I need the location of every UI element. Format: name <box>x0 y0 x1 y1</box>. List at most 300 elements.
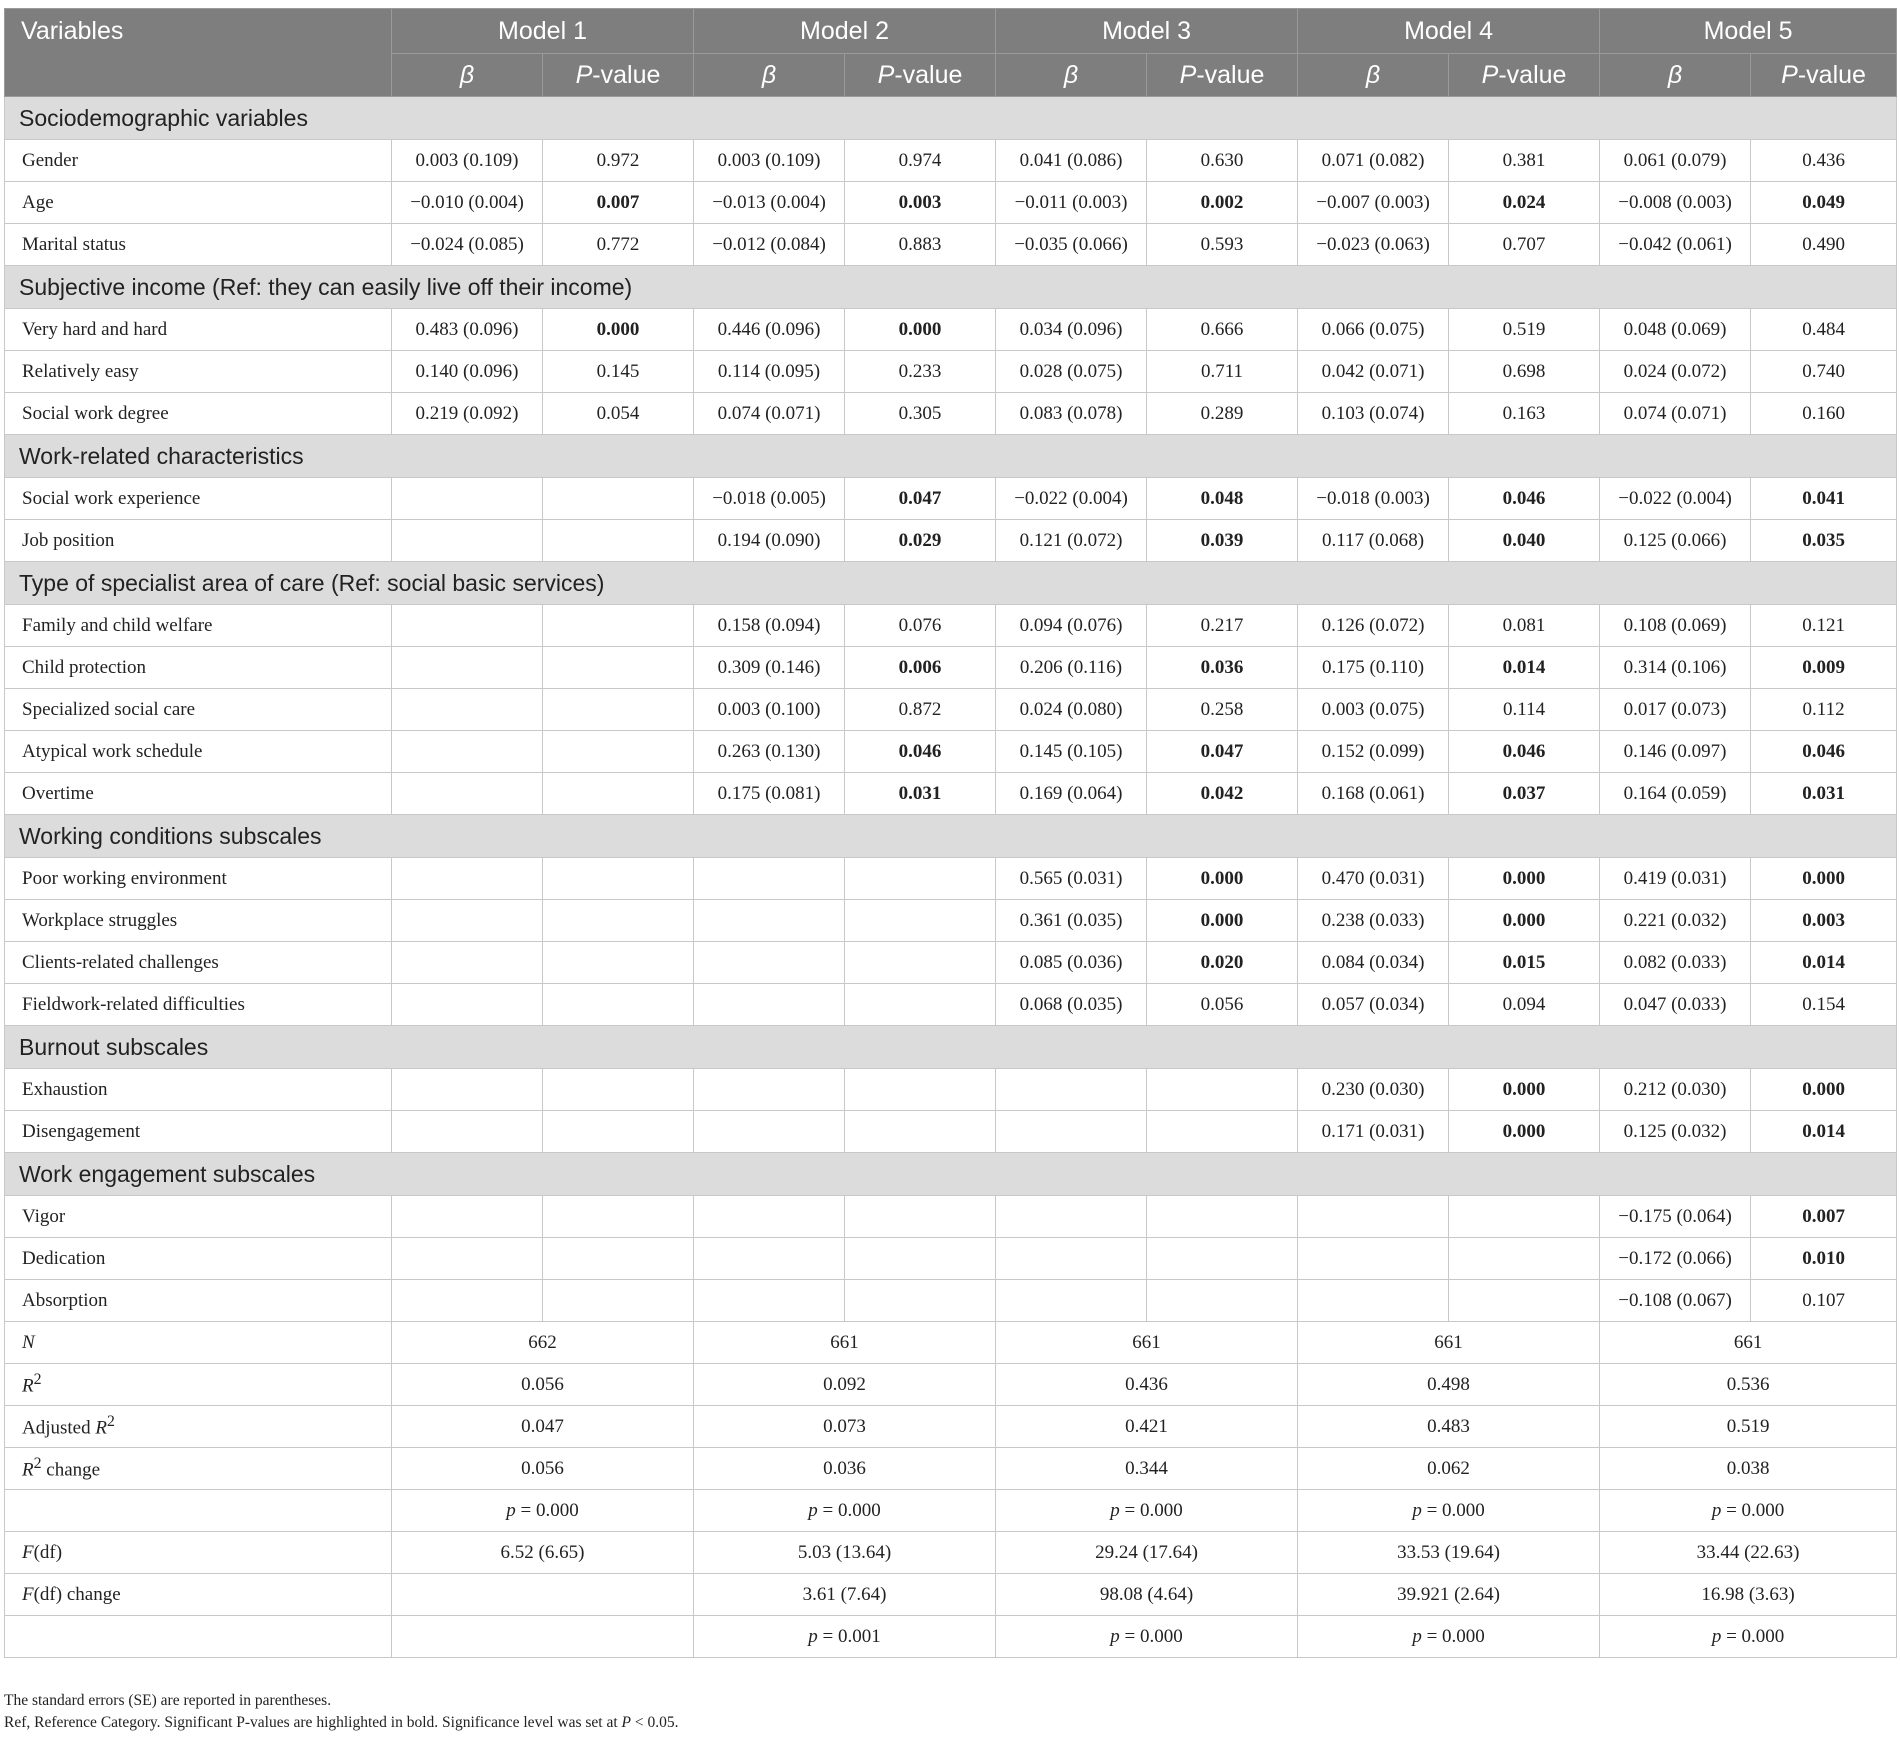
variable-label: Very hard and hard <box>5 309 392 351</box>
beta-cell <box>392 858 543 900</box>
beta-cell: −0.042 (0.061) <box>1600 224 1751 266</box>
beta-cell: 0.041 (0.086) <box>996 140 1147 182</box>
p-equals: = 0.001 <box>817 1625 881 1647</box>
stat-value <box>392 1490 694 1532</box>
p-value-cell: 0.740 <box>1751 351 1897 393</box>
p-symbol: p <box>506 1499 516 1521</box>
table-row <box>5 605 1897 647</box>
p-value-cell <box>543 984 694 1026</box>
beta-cell: 0.164 (0.059) <box>1600 773 1751 815</box>
p-value-cell <box>543 1238 694 1280</box>
p-value-cell: 0.872 <box>845 689 996 731</box>
p-symbol: P <box>1179 60 1197 89</box>
p-symbol: P <box>877 60 895 89</box>
beta-cell <box>694 900 845 942</box>
p-value-cell: 0.037 <box>1449 773 1600 815</box>
stat-value <box>996 1616 1298 1658</box>
section-title: Sociodemographic variables <box>5 97 1897 140</box>
beta-cell: 0.206 (0.116) <box>996 647 1147 689</box>
stat-value <box>1600 1616 1897 1658</box>
beta-cell: 0.171 (0.031) <box>1298 1111 1449 1153</box>
beta-cell: 0.103 (0.074) <box>1298 393 1449 435</box>
beta-cell <box>996 1280 1147 1322</box>
table-row <box>5 900 1897 942</box>
p-value-cell: 0.107 <box>1751 1280 1897 1322</box>
p-value-cell <box>1449 1196 1600 1238</box>
variable-label: Poor working environment <box>5 858 392 900</box>
p-equals: = 0.000 <box>1421 1499 1485 1521</box>
beta-cell: 0.168 (0.061) <box>1298 773 1449 815</box>
beta-cell <box>694 1069 845 1111</box>
beta-cell <box>996 1196 1147 1238</box>
variable-label: Fieldwork-related difficulties <box>5 984 392 1026</box>
beta-cell: 0.152 (0.099) <box>1298 731 1449 773</box>
p-value-cell: 0.145 <box>543 351 694 393</box>
p-value-cell <box>543 1196 694 1238</box>
beta-cell: 0.068 (0.035) <box>996 984 1147 1026</box>
beta-cell: −0.172 (0.066) <box>1600 1238 1751 1280</box>
beta-cell: −0.022 (0.004) <box>1600 478 1751 520</box>
p-value-cell: 0.698 <box>1449 351 1600 393</box>
stat-value: 0.421 <box>996 1406 1298 1448</box>
stat-value: 661 <box>1298 1322 1600 1364</box>
p-value-cell: 0.163 <box>1449 393 1600 435</box>
p-value-cell: 0.436 <box>1751 140 1897 182</box>
beta-cell: 0.066 (0.075) <box>1298 309 1449 351</box>
p-value-cell <box>543 731 694 773</box>
beta-cell: 0.483 (0.096) <box>392 309 543 351</box>
beta-cell: −0.018 (0.005) <box>694 478 845 520</box>
p-value-cell <box>543 520 694 562</box>
section-title: Subjective income (Ref: they can easily live off their income) <box>5 266 1897 309</box>
p-value-suffix: -value <box>894 60 963 89</box>
p-value-cell <box>543 605 694 647</box>
section-title: Work-related characteristics <box>5 435 1897 478</box>
p-value-cell: 0.046 <box>845 731 996 773</box>
stat-value <box>1298 1490 1600 1532</box>
beta-cell <box>392 689 543 731</box>
beta-cell: 0.003 (0.075) <box>1298 689 1449 731</box>
table-notes <box>4 1690 678 1734</box>
p-value-cell: 0.048 <box>1147 478 1298 520</box>
beta-header: β <box>694 54 845 97</box>
stat-label <box>5 1490 392 1532</box>
beta-cell: 0.003 (0.109) <box>392 140 543 182</box>
p-value-cell: 0.003 <box>1751 900 1897 942</box>
p-value-header <box>845 54 996 97</box>
p-value-cell <box>543 1069 694 1111</box>
stats-row <box>5 1322 1897 1364</box>
p-value-cell: 0.094 <box>1449 984 1600 1026</box>
p-value-cell: 0.046 <box>1751 731 1897 773</box>
stat-label: Adjusted $R^2$ <box>5 1406 392 1448</box>
beta-cell: 0.034 (0.096) <box>996 309 1147 351</box>
p-value-cell: 0.000 <box>1449 858 1600 900</box>
beta-cell: 0.221 (0.032) <box>1600 900 1751 942</box>
section-title: Working conditions subscales <box>5 815 1897 858</box>
beta-cell: 0.048 (0.069) <box>1600 309 1751 351</box>
p-value-cell <box>543 773 694 815</box>
table-row <box>5 942 1897 984</box>
p-value-cell <box>1449 1238 1600 1280</box>
beta-cell: 0.219 (0.092) <box>392 393 543 435</box>
p-value-cell: 0.519 <box>1449 309 1600 351</box>
section-title: Work engagement subscales <box>5 1153 1897 1196</box>
p-value-cell: 0.593 <box>1147 224 1298 266</box>
beta-cell: 0.083 (0.078) <box>996 393 1147 435</box>
p-symbol: P <box>1481 60 1499 89</box>
stat-value: 33.53 (19.64) <box>1298 1532 1600 1574</box>
p-value-cell: 0.035 <box>1751 520 1897 562</box>
stat-value: 0.519 <box>1600 1406 1897 1448</box>
beta-cell: 0.114 (0.095) <box>694 351 845 393</box>
stat-value: 0.536 <box>1600 1364 1897 1406</box>
model-5-header: Model 5 <box>1600 9 1897 54</box>
beta-cell <box>996 1111 1147 1153</box>
p-value-cell: 0.014 <box>1449 647 1600 689</box>
beta-cell: 0.057 (0.034) <box>1298 984 1449 1026</box>
p-equals: = 0.000 <box>1119 1499 1183 1521</box>
stat-value: 16.98 (3.63) <box>1600 1574 1897 1616</box>
table-row <box>5 140 1897 182</box>
section-header-row <box>5 266 1897 309</box>
stat-value <box>392 1616 694 1658</box>
table-row <box>5 1069 1897 1111</box>
p-value-cell: 0.015 <box>1449 942 1600 984</box>
beta-cell: 0.419 (0.031) <box>1600 858 1751 900</box>
beta-cell: −0.012 (0.084) <box>694 224 845 266</box>
p-symbol: P <box>1781 60 1798 89</box>
stat-value: 662 <box>392 1322 694 1364</box>
p-value-cell: 0.041 <box>1751 478 1897 520</box>
beta-cell <box>392 1238 543 1280</box>
stats-row <box>5 1490 1897 1532</box>
p-value-cell: 0.121 <box>1751 605 1897 647</box>
stat-value: 5.03 (13.64) <box>694 1532 996 1574</box>
p-value-cell: 0.772 <box>543 224 694 266</box>
p-value-cell: 0.054 <box>543 393 694 435</box>
p-value-cell <box>1147 1196 1298 1238</box>
beta-cell: 0.446 (0.096) <box>694 309 845 351</box>
table-row <box>5 478 1897 520</box>
beta-cell: 0.042 (0.071) <box>1298 351 1449 393</box>
stat-value: 0.036 <box>694 1448 996 1490</box>
variable-label: Job position <box>5 520 392 562</box>
p-value-cell: 0.081 <box>1449 605 1600 647</box>
variable-label: Relatively easy <box>5 351 392 393</box>
variable-label: Specialized social care <box>5 689 392 731</box>
p-symbol: p <box>808 1499 818 1521</box>
p-equals: = 0.000 <box>817 1499 881 1521</box>
p-symbol: p <box>1110 1499 1120 1521</box>
beta-cell <box>694 942 845 984</box>
section-header-row <box>5 97 1897 140</box>
variable-label: Marital status <box>5 224 392 266</box>
p-value-cell: 0.000 <box>1449 1069 1600 1111</box>
stat-value <box>694 1490 996 1532</box>
stat-value: 0.038 <box>1600 1448 1897 1490</box>
beta-cell: −0.175 (0.064) <box>1600 1196 1751 1238</box>
beta-cell: 0.061 (0.079) <box>1600 140 1751 182</box>
stat-label: $R^2$ change <box>5 1448 392 1490</box>
regression-table <box>4 8 1897 1658</box>
p-value-cell <box>845 984 996 1026</box>
stats-row <box>5 1616 1897 1658</box>
beta-cell <box>996 1238 1147 1280</box>
p-value-cell: 0.046 <box>1449 478 1600 520</box>
p-value-cell: 0.000 <box>1449 900 1600 942</box>
beta-cell <box>392 900 543 942</box>
variable-label: Dedication <box>5 1238 392 1280</box>
stat-value: 0.073 <box>694 1406 996 1448</box>
variable-label: Workplace struggles <box>5 900 392 942</box>
stat-value: 0.344 <box>996 1448 1298 1490</box>
beta-header: β <box>1600 54 1751 97</box>
p-equals: = 0.000 <box>1421 1625 1485 1647</box>
table-row <box>5 1196 1897 1238</box>
p-value-cell: 0.289 <box>1147 393 1298 435</box>
beta-cell: −0.010 (0.004) <box>392 182 543 224</box>
beta-cell: 0.028 (0.075) <box>996 351 1147 393</box>
table-row <box>5 731 1897 773</box>
p-value-cell: 0.000 <box>1147 858 1298 900</box>
p-symbol: p <box>808 1625 818 1647</box>
p-value-cell: 0.049 <box>1751 182 1897 224</box>
p-value-cell: 0.490 <box>1751 224 1897 266</box>
model-4-header: Model 4 <box>1298 9 1600 54</box>
beta-cell: 0.145 (0.105) <box>996 731 1147 773</box>
p-value-cell: 0.114 <box>1449 689 1600 731</box>
beta-cell: −0.011 (0.003) <box>996 182 1147 224</box>
model-2-header: Model 2 <box>694 9 996 54</box>
beta-cell <box>392 647 543 689</box>
beta-cell <box>392 1111 543 1153</box>
p-value-cell: 0.972 <box>543 140 694 182</box>
table-row <box>5 689 1897 731</box>
p-value-cell: 0.000 <box>1449 1111 1600 1153</box>
beta-cell: 0.175 (0.081) <box>694 773 845 815</box>
table-row <box>5 351 1897 393</box>
beta-header: β <box>392 54 543 97</box>
table-row <box>5 984 1897 1026</box>
variable-label: Family and child welfare <box>5 605 392 647</box>
beta-cell: 0.125 (0.066) <box>1600 520 1751 562</box>
p-value-cell <box>543 942 694 984</box>
stat-value: 39.921 (2.64) <box>1298 1574 1600 1616</box>
beta-cell <box>694 1111 845 1153</box>
stat-value: 0.056 <box>392 1448 694 1490</box>
p-value-cell: 0.002 <box>1147 182 1298 224</box>
beta-cell: 0.094 (0.076) <box>996 605 1147 647</box>
p-value-cell: 0.258 <box>1147 689 1298 731</box>
stat-value: 6.52 (6.65) <box>392 1532 694 1574</box>
beta-cell: −0.022 (0.004) <box>996 478 1147 520</box>
stat-label: F(df) <box>5 1532 392 1574</box>
beta-cell: 0.565 (0.031) <box>996 858 1147 900</box>
p-symbol: p <box>1412 1625 1422 1647</box>
table-row <box>5 1280 1897 1322</box>
table-row <box>5 309 1897 351</box>
stat-value: 98.08 (4.64) <box>996 1574 1298 1616</box>
p-value-cell <box>543 1280 694 1322</box>
section-header-row <box>5 1153 1897 1196</box>
p-value-cell: 0.883 <box>845 224 996 266</box>
note-standard-errors: The standard errors (SE) are reported in parentheses. <box>4 1692 332 1709</box>
p-equals: = 0.000 <box>1721 1625 1785 1647</box>
beta-cell <box>392 1069 543 1111</box>
table-body <box>5 97 1897 1658</box>
beta-cell <box>694 984 845 1026</box>
p-value-cell: 0.031 <box>1751 773 1897 815</box>
p-value-cell: 0.024 <box>1449 182 1600 224</box>
beta-cell <box>392 520 543 562</box>
beta-cell: 0.263 (0.130) <box>694 731 845 773</box>
p-value-cell: 0.630 <box>1147 140 1298 182</box>
p-value-cell: 0.009 <box>1751 647 1897 689</box>
stat-value <box>1298 1616 1600 1658</box>
p-equals: = 0.000 <box>1119 1625 1183 1647</box>
beta-cell: 0.309 (0.146) <box>694 647 845 689</box>
p-value-cell: 0.003 <box>845 182 996 224</box>
beta-cell <box>694 858 845 900</box>
p-value-cell: 0.047 <box>845 478 996 520</box>
p-value-cell <box>845 858 996 900</box>
p-value-cell: 0.305 <box>845 393 996 435</box>
p-value-cell <box>845 1196 996 1238</box>
p-value-cell: 0.160 <box>1751 393 1897 435</box>
p-value-cell: 0.666 <box>1147 309 1298 351</box>
beta-cell: 0.024 (0.080) <box>996 689 1147 731</box>
stats-row <box>5 1574 1897 1616</box>
p-value-cell: 0.046 <box>1449 731 1600 773</box>
section-title: Type of specialist area of care (Ref: social basic services) <box>5 562 1897 605</box>
beta-cell <box>694 1280 845 1322</box>
beta-cell <box>392 1280 543 1322</box>
p-value-cell <box>543 900 694 942</box>
stat-value: 661 <box>694 1322 996 1364</box>
beta-cell <box>1298 1280 1449 1322</box>
p-equals: = 0.000 <box>515 1499 579 1521</box>
beta-header: β <box>1298 54 1449 97</box>
stat-label <box>5 1616 392 1658</box>
beta-cell <box>392 1196 543 1238</box>
p-value-cell: 0.154 <box>1751 984 1897 1026</box>
note-threshold: < 0.05. <box>630 1714 679 1731</box>
beta-cell <box>392 984 543 1026</box>
variable-label: Absorption <box>5 1280 392 1322</box>
p-value-cell <box>1449 1280 1600 1322</box>
p-value-cell: 0.233 <box>845 351 996 393</box>
p-value-cell <box>845 942 996 984</box>
p-value-cell: 0.076 <box>845 605 996 647</box>
stat-label: N <box>5 1322 392 1364</box>
table-row <box>5 773 1897 815</box>
section-header-row <box>5 562 1897 605</box>
p-value-suffix: -value <box>1196 60 1265 89</box>
p-value-cell: 0.036 <box>1147 647 1298 689</box>
beta-cell: 0.074 (0.071) <box>694 393 845 435</box>
stats-row <box>5 1532 1897 1574</box>
p-value-cell <box>845 1069 996 1111</box>
variables-header: Variables <box>5 9 392 97</box>
table-row <box>5 224 1897 266</box>
beta-cell: −0.018 (0.003) <box>1298 478 1449 520</box>
p-value-cell <box>1147 1238 1298 1280</box>
section-header-row <box>5 435 1897 478</box>
variable-label: Age <box>5 182 392 224</box>
beta-cell: 0.108 (0.069) <box>1600 605 1751 647</box>
stat-value: 661 <box>996 1322 1298 1364</box>
beta-cell: 0.003 (0.109) <box>694 140 845 182</box>
variable-label: Child protection <box>5 647 392 689</box>
beta-cell: 0.003 (0.100) <box>694 689 845 731</box>
stat-value <box>1600 1490 1897 1532</box>
beta-cell: 0.047 (0.033) <box>1600 984 1751 1026</box>
p-value-cell <box>1147 1111 1298 1153</box>
beta-cell: 0.158 (0.094) <box>694 605 845 647</box>
beta-cell: 0.082 (0.033) <box>1600 942 1751 984</box>
p-value-cell: 0.042 <box>1147 773 1298 815</box>
beta-cell: −0.035 (0.066) <box>996 224 1147 266</box>
table-row <box>5 520 1897 562</box>
variable-label: Overtime <box>5 773 392 815</box>
p-value-cell: 0.014 <box>1751 1111 1897 1153</box>
p-value-header <box>1147 54 1298 97</box>
section-header-row <box>5 815 1897 858</box>
stat-value: 33.44 (22.63) <box>1600 1532 1897 1574</box>
stat-value: 0.498 <box>1298 1364 1600 1406</box>
p-value-cell: 0.000 <box>1751 1069 1897 1111</box>
section-header-row <box>5 1026 1897 1069</box>
beta-cell: −0.007 (0.003) <box>1298 182 1449 224</box>
p-value-header <box>1449 54 1600 97</box>
p-value-cell: 0.007 <box>543 182 694 224</box>
stat-value: 3.61 (7.64) <box>694 1574 996 1616</box>
beta-cell: 0.169 (0.064) <box>996 773 1147 815</box>
beta-cell <box>392 773 543 815</box>
variable-label: Social work experience <box>5 478 392 520</box>
stat-value: 0.436 <box>996 1364 1298 1406</box>
p-value-cell: 0.039 <box>1147 520 1298 562</box>
p-symbol: p <box>1412 1499 1422 1521</box>
beta-cell: 0.121 (0.072) <box>996 520 1147 562</box>
stat-value: 29.24 (17.64) <box>996 1532 1298 1574</box>
variable-label: Social work degree <box>5 393 392 435</box>
p-value-cell: 0.000 <box>543 309 694 351</box>
stat-label: $R^2$ <box>5 1364 392 1406</box>
p-value-cell: 0.040 <box>1449 520 1600 562</box>
note-significance-text: Ref, Reference Category. Significant P-values are highlighted in bold. Significance level was set at <box>4 1714 622 1731</box>
p-value-cell: 0.014 <box>1751 942 1897 984</box>
p-symbol: p <box>1711 1499 1722 1521</box>
p-value-suffix: -value <box>592 60 661 89</box>
p-value-cell: 0.000 <box>845 309 996 351</box>
p-value-cell <box>543 647 694 689</box>
variable-label: Exhaustion <box>5 1069 392 1111</box>
p-value-cell <box>1147 1069 1298 1111</box>
beta-cell: 0.074 (0.071) <box>1600 393 1751 435</box>
beta-cell: −0.108 (0.067) <box>1600 1280 1751 1322</box>
beta-cell: 0.126 (0.072) <box>1298 605 1449 647</box>
beta-cell: 0.194 (0.090) <box>694 520 845 562</box>
p-value-cell <box>543 858 694 900</box>
variable-label: Gender <box>5 140 392 182</box>
beta-cell <box>1298 1238 1449 1280</box>
note-significance <box>4 1712 678 1734</box>
variable-label: Clients-related challenges <box>5 942 392 984</box>
table-row <box>5 182 1897 224</box>
p-value-cell: 0.056 <box>1147 984 1298 1026</box>
